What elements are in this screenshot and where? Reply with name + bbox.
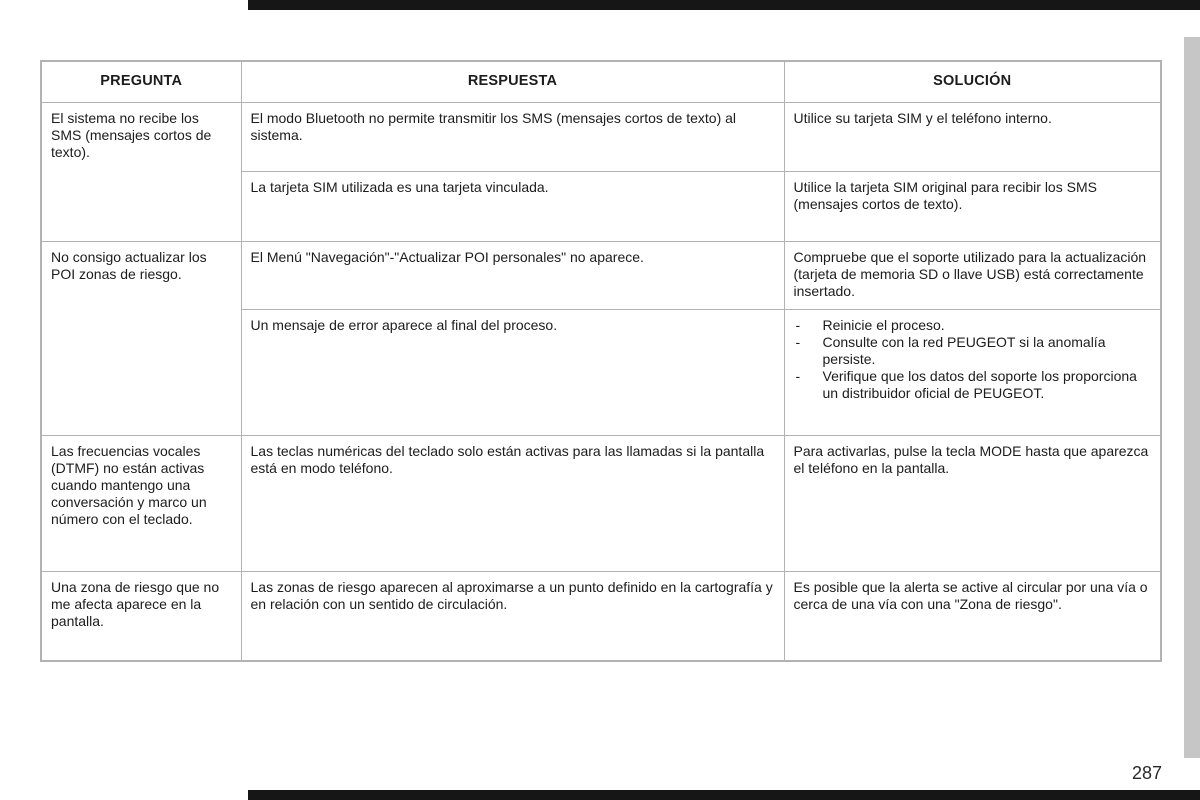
bullet-item bbox=[794, 317, 1152, 334]
answer-cell: Las teclas numéricas del teclado solo están activas para las llamadas si la pantalla está en modo teléfono. bbox=[241, 435, 784, 571]
question-cell: El sistema no recibe los SMS (mensajes cortos de texto). bbox=[41, 102, 241, 241]
bullet-item bbox=[794, 334, 1152, 368]
solution-cell bbox=[784, 309, 1161, 435]
table-row bbox=[41, 435, 1161, 571]
dash-bullet: - bbox=[795, 333, 801, 350]
answer-cell: La tarjeta SIM utilizada es una tarjeta vinculada. bbox=[241, 171, 784, 241]
table-row bbox=[41, 102, 1161, 171]
solution-cell: Utilice su tarjeta SIM y el teléfono interno. bbox=[784, 102, 1161, 171]
faq-table bbox=[40, 60, 1162, 662]
bullet-item-text: Consulte con la red PEUGEOT si la anomalía persiste. bbox=[822, 333, 1106, 367]
page-edge-tab bbox=[1184, 37, 1200, 758]
dash-bullet: - bbox=[795, 367, 801, 384]
question-cell: No consigo actualizar los POI zonas de riesgo. bbox=[41, 241, 241, 435]
answer-cell: El modo Bluetooth no permite transmitir los SMS (mensajes cortos de texto) al sistema. bbox=[241, 102, 784, 171]
bullet-list bbox=[794, 317, 1152, 402]
column-header-answer: RESPUESTA bbox=[241, 61, 784, 102]
bullet-item-text: Verifique que los datos del soporte los proporciona un distribuidor oficial de PEUGEOT. bbox=[822, 367, 1137, 401]
solution-cell: Es posible que la alerta se active al circular por una vía o cerca de una vía con una "Zona de riesgo". bbox=[784, 571, 1161, 661]
answer-cell: Las zonas de riesgo aparecen al aproximarse a un punto definido en la cartografía y en relación con un sentido de circulación. bbox=[241, 571, 784, 661]
bullet-item-text: Reinicie el proceso. bbox=[822, 316, 945, 333]
table-header-row bbox=[41, 61, 1161, 102]
question-cell: Una zona de riesgo que no me afecta aparece en la pantalla. bbox=[41, 571, 241, 661]
solution-cell: Utilice la tarjeta SIM original para recibir los SMS (mensajes cortos de texto). bbox=[784, 171, 1161, 241]
table-row bbox=[41, 571, 1161, 661]
solution-cell: Compruebe que el soporte utilizado para la actualización (tarjeta de memoria SD o llave USB) está correctamente insertado. bbox=[784, 241, 1161, 309]
bullet-item bbox=[794, 368, 1152, 402]
bottom-divider-bar bbox=[248, 790, 1200, 800]
solution-cell: Para activarlas, pulse la tecla MODE hasta que aparezca el teléfono en la pantalla. bbox=[784, 435, 1161, 571]
answer-cell: Un mensaje de error aparece al final del proceso. bbox=[241, 309, 784, 435]
question-cell: Las frecuencias vocales (DTMF) no están activas cuando mantengo una conversación y marco un número con el teclado. bbox=[41, 435, 241, 571]
table-row bbox=[41, 241, 1161, 309]
top-divider-bar bbox=[248, 0, 1200, 10]
column-header-solution: SOLUCIÓN bbox=[784, 61, 1161, 102]
dash-bullet: - bbox=[795, 316, 801, 333]
answer-cell: El Menú "Navegación"-"Actualizar POI personales" no aparece. bbox=[241, 241, 784, 309]
column-header-question: PREGUNTA bbox=[41, 61, 241, 102]
page-number: 287 bbox=[1131, 763, 1162, 783]
